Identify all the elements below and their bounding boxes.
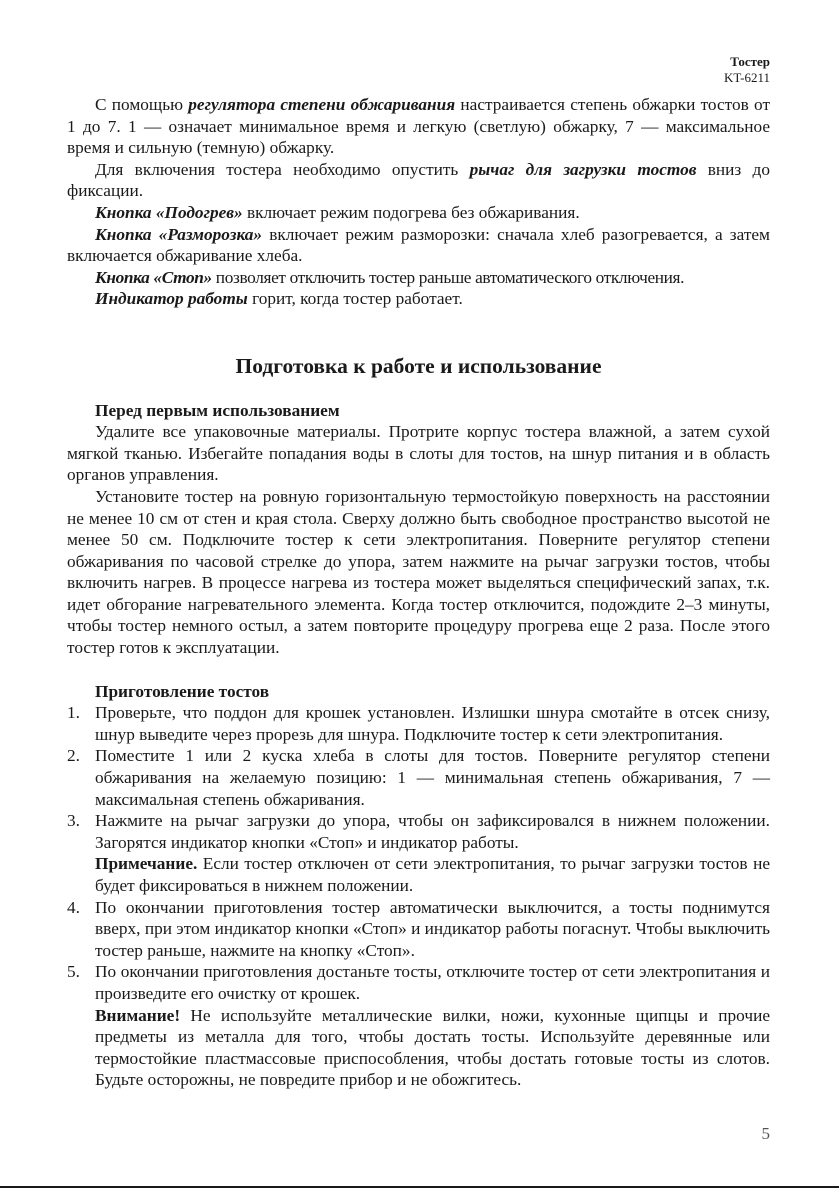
- steps-list: [67, 702, 770, 1091]
- warning-note: [95, 1005, 770, 1091]
- step-text: По окончании приготовления тостер автоматически выключится, а тосты поднимутся вверх, при этом индикатор кнопки «Стоп» и индикатор работы погаснут. Чтобы выключить тостер раньше, нажмите на кнопку «Стоп».: [95, 897, 770, 960]
- step-number: 2.: [67, 746, 80, 766]
- header-model: KT-6211: [724, 70, 770, 85]
- step-text: Поместите 1 или 2 куска хлеба в слоты для тостов. Поверните регулятор степени обжаривания на желаемую позицию: 1 — минимальная степень обжаривания, 7 — максимальная степень обжаривания.: [95, 746, 770, 809]
- step-text: Проверьте, что поддон для крошек установлен. Излишки шнура смотайте в отсек снизу, шнур выведите через прорезь для шнура. Подключите тостер к сети электропитания.: [95, 703, 770, 744]
- list-item: [67, 961, 770, 1091]
- section-title: Подготовка к работе и использование: [235, 353, 602, 378]
- step-text: Нажмите на рычаг загрузки до упора, чтобы он зафиксировался в нижнем положении. Загорятся индикатор кнопки «Стоп» и индикатор работы.: [95, 811, 770, 852]
- header-product-title: Тостер: [730, 54, 770, 69]
- step-text: По окончании приготовления достаньте тосты, отключите тостер от сети электропитания и произведите его очистку от крошек.: [95, 962, 770, 1003]
- intro-paragraph: Для включения тостера необходимо опустить рычаг для загрузки тостов вниз до фиксации.: [67, 159, 770, 201]
- subsection-title-before-first-use: Перед первым использованием: [95, 400, 340, 420]
- intro-paragraph: Кнопка «Разморозка» включает режим разморозки: сначала хлеб разогревается, а затем включается обжаривание хлеба.: [67, 224, 770, 266]
- page-number: 5: [761, 1124, 770, 1143]
- list-item: [67, 702, 770, 745]
- page-header: [724, 54, 770, 86]
- note-label: Примечание.: [95, 854, 198, 874]
- bottom-divider: [0, 1186, 839, 1188]
- warning-label: Внимание!: [95, 1005, 181, 1025]
- intro-paragraph: Кнопка «Стоп» позволяет отключить тостер раньше автоматического отключения.: [95, 267, 685, 287]
- list-item: [67, 897, 770, 962]
- step-number: 5.: [67, 962, 80, 982]
- step-note: [95, 853, 770, 896]
- step-number: 4.: [67, 897, 80, 917]
- step-number: 1.: [67, 703, 80, 723]
- intro-paragraph: Кнопка «Подогрев» включает режим подогрева без обжаривания.: [95, 202, 580, 222]
- body-paragraph: Установите тостер на ровную горизонтальную термостойкую поверхность на расстоянии не менее 10 см от стен и края стола. Сверху должно быть свободное пространство высотой не менее 50 см. Подключите тостер к сети электропитания. Поверните регулятор степени обжаривания по часовой стрелке до упора, затем нажмите на рычаг загрузки тостов, чтобы включить нагрев. В процессе нагрева из тостера может выделяться специфический запах, т.к. идет обгорание нагревательного элемента. Когда тостер отключится, подождите 2–3 минуты, чтобы тостер немного остыл, а затем повторите процедуру прогрева еще 2 раза. После этого тостер готов к эксплуатации.: [67, 486, 770, 658]
- intro-paragraph: С помощью регулятора степени обжаривания настраивается степень обжарки тостов от 1 до 7. 1 — означает минимальное время и легкую (светлую) обжарку, 7 — максимальное время и сильную (темную) обжарку.: [67, 95, 770, 158]
- step-number: 3.: [67, 811, 80, 831]
- warning-text: Не используйте металлические вилки, ножи, кухонные щипцы и прочие предметы из металла для того, чтобы достать тосты. Используйте деревянные или термостойкие пластмассовые приспособления, чтобы достать готовые тосты из слотов. Будьте осторожны, не повредите прибор и не обожгитесь.: [95, 1005, 770, 1090]
- list-item: [67, 810, 770, 896]
- list-item: [67, 745, 770, 810]
- subsection-title-toasting: Приготовление тостов: [95, 681, 270, 701]
- controls-description: [67, 94, 770, 310]
- page-content: [67, 94, 770, 1091]
- body-paragraph: Удалите все упаковочные материалы. Протрите корпус тостера влажной, а затем сухой мягкой тканью. Избегайте попадания воды в слоты для тостов, на шнур питания и в область органов управления.: [67, 422, 770, 485]
- intro-paragraph: Индикатор работы горит, когда тостер работает.: [95, 289, 463, 309]
- note-text: Если тостер отключен от сети электропитания, то рычаг загрузки тостов не будет фиксироваться в нижнем положении.: [95, 854, 770, 895]
